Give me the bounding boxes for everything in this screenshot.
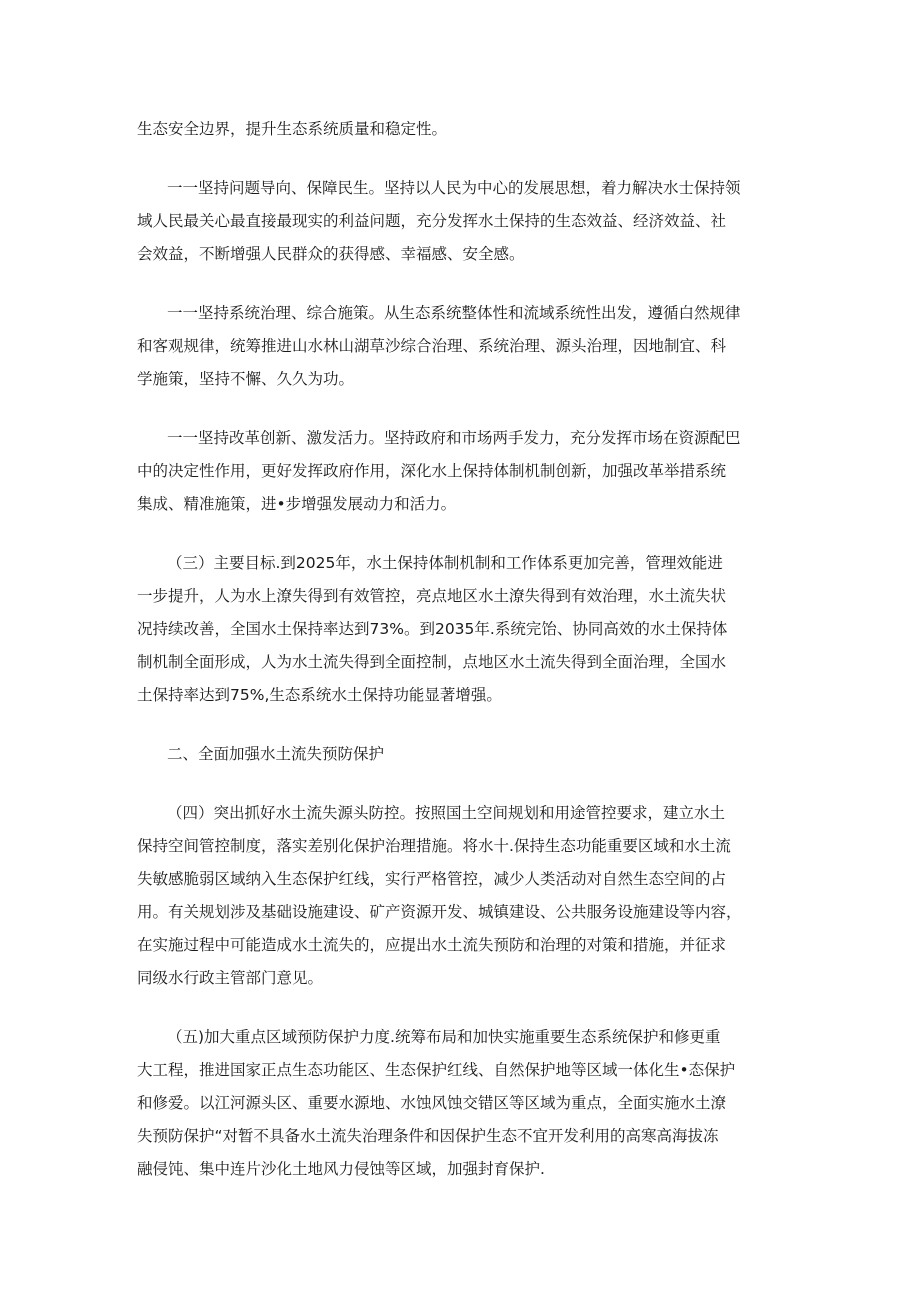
paragraph-continuation [137,113,793,146]
text-line: 和修爱。以江河源头区、重要水源地、水蚀风蚀交错区等区域为重点，全面实施水土潦 [137,1094,727,1112]
text-line: 学施策，坚持不懈、久久为功。 [137,370,355,388]
document-body [137,113,793,1212]
text-line: 和客观规律，统筹推进山水林山湖草沙综合治理、系统治理、源头治理，因地制宜、科 [137,337,727,355]
text-line: 域人民最关心最直接最现实的利益问题，充分发挥水土保持的生态效益、经济效益、社 [137,212,727,230]
paragraph-key-area-protection [137,1021,793,1186]
text-line: （三）主要目标.到2025年，水土保持体制机制和工作体系更加完善，管理效能进 [167,554,723,572]
text-line: 一步提升，人为水上潦失得到有效管控，亮点地区水土潦失得到有效治理，水土流失状 [137,587,727,605]
text-line: 况持续改善，全国水土保持率达到73%。到2035年.系统完饴、协同高效的水土保持体 [137,620,728,638]
text-line: 同级水行政主管部门意见。 [137,969,324,987]
text-line: 会效益，不断增强人民群众的获得感、幸福感、安全感。 [137,245,525,263]
text-line: 一一坚持系统治理、综合施策。从生态系统整体性和流域系统性出发，遵循白然规律 [167,304,741,322]
paragraph-reform-innovation [137,422,793,521]
text-line: 制机制全面形成，人为水土流失得到全面控制，点地区水土流失得到全面治理，全国水 [137,653,727,671]
text-line: 失敏感脆弱区域纳入生态保护红线，实行严格管控，减少人类活动对自然生态空间的占 [137,870,727,888]
text-line: 失预防保护“对暂不具备水土流失治理条件和因保护生态不宜开发利用的高寒高海拔冻 [137,1127,719,1145]
text-line: 大工程，推进国家正点生态功能区、生态保护红线、自然保护地等区域一体化生•态保护 [137,1061,736,1079]
text-line: 用。有关规划涉及基础设施建设、矿产资源开发、城镇建设、公共服务设施建设等内容， [137,903,742,921]
heading-line: 二、全面加强水土流失预防保护 [167,745,385,763]
section-heading [137,738,793,771]
text-line: 生态安全边界，提升生态系统质量和稳定性。 [137,120,448,138]
text-line: 在实施过程中可能造成水土流失的，应提出水土流失预防和治理的对策和措施，并征求 [137,936,727,954]
paragraph-problem-oriented [137,172,793,271]
text-line: 中的决定性作用，更好发挥政府作用，深化水上保持体制机制创新，加强改革举措系统 [137,462,727,480]
text-line: 融侵饨、集中连片沙化土地风力侵蚀等区域，加强封育保护. [137,1160,545,1178]
text-line: 保持空间管控制度，落实差别化保护治理措施。将水十.保持生态功能重要区域和水土流 [137,837,731,855]
paragraph-main-goals [137,547,793,712]
text-line: 一一坚持问题导向、保障民生。坚持以人民为中心的发展思想，着力解决水士保持领 [167,179,741,197]
paragraph-source-control [137,797,793,995]
text-line: 一一坚持改革创新、激发活力。坚持政府和市场两手发力，充分发挥市场在资源配巴 [167,429,741,447]
text-line: （四）突出抓好水土流失源头防控。按照国土空间规划和用途管控要求，建立水土 [167,804,726,822]
paragraph-system-governance [137,297,793,396]
text-line: （五)加大重点区域预防保护力度.统筹布局和加快实施重要生态系统保护和修更重 [167,1028,721,1046]
text-line: 集成、精准施策，进•步增强发展动力和活力。 [137,495,457,513]
text-line: 土保持率达到75%,生态系统水土保持功能显著增强。 [137,686,502,704]
